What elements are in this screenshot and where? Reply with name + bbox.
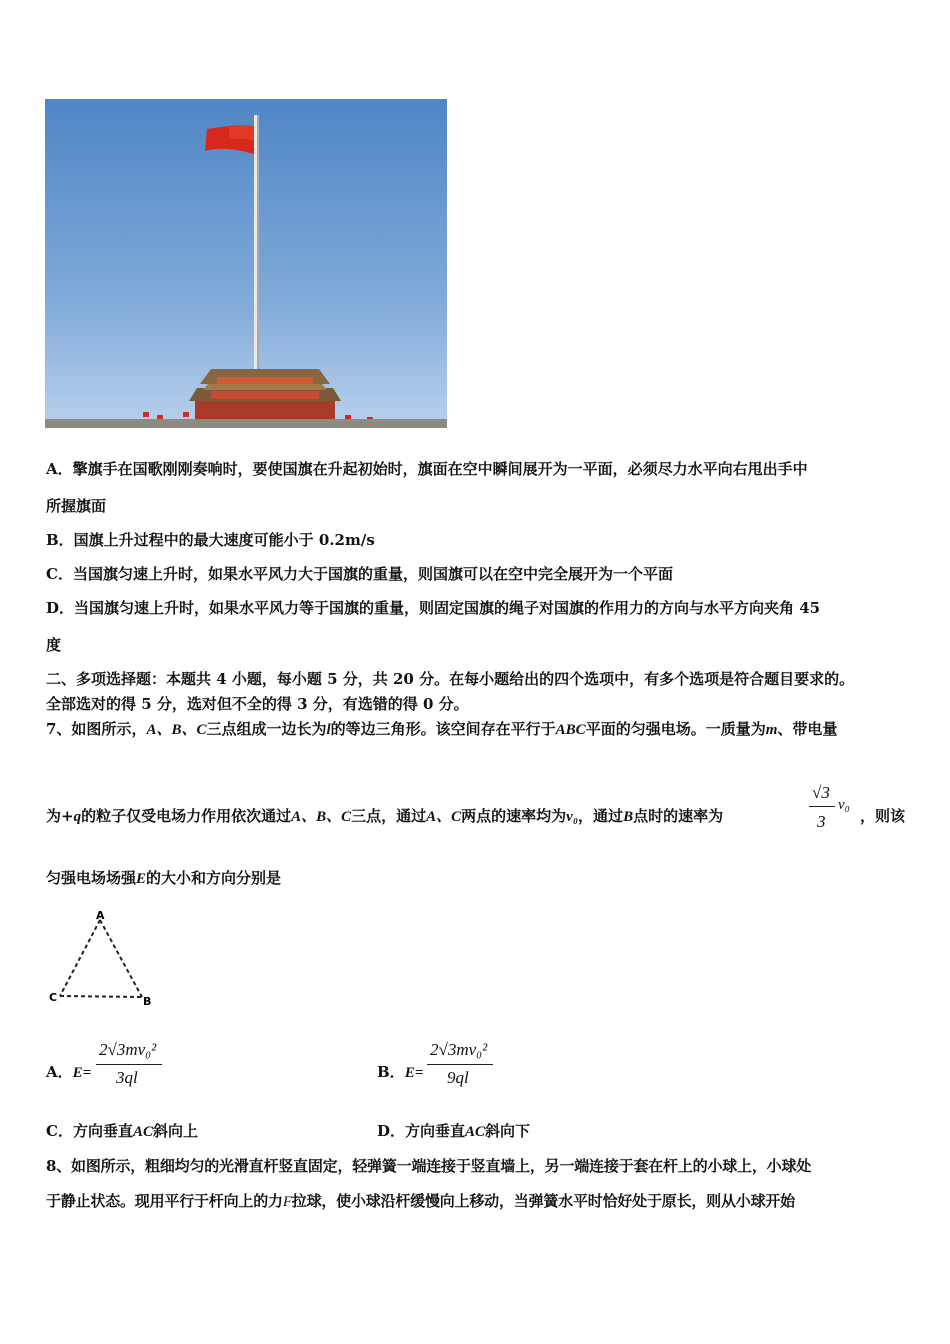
- q7-var: A、B、C: [146, 722, 207, 738]
- speed-fraction-bar: [809, 806, 835, 807]
- q7-stem-line3: [46, 868, 281, 889]
- q7-text: 两点的速率均为: [461, 807, 567, 825]
- q7-text: 7、如图所示，: [46, 720, 147, 738]
- q7-var: ABC: [555, 722, 586, 738]
- q8-var: F: [282, 1194, 292, 1210]
- q7-text: 平面的匀强电场。一质量为: [585, 720, 766, 738]
- flag-photo: [45, 99, 447, 428]
- option-text: 斜向下: [485, 1122, 531, 1140]
- option-text: C．方向垂直: [46, 1122, 133, 1140]
- speed-fraction-variable: v₀: [838, 797, 850, 813]
- flag-photo-illustration: [45, 99, 447, 428]
- speed-fraction-denominator: 3: [817, 812, 826, 831]
- side-ab: [100, 920, 142, 997]
- option-label: A．: [46, 1063, 73, 1081]
- q7-stem-line1: [46, 719, 837, 740]
- q7-var: l: [326, 722, 331, 738]
- q7-option-d: [377, 1121, 530, 1142]
- q7-text: ，则该: [860, 807, 906, 825]
- section2-line1: 二、多项选择题：本题共 4 小题，每小题 5 分，共 20 分。在每小题给出的四个选项中，有多个选项是符合题目要求的。: [46, 670, 855, 688]
- option-text: 斜向上: [152, 1122, 198, 1140]
- option-a-numerator: 2√3mv₀²: [99, 1040, 157, 1059]
- q7-text: 为+: [46, 807, 74, 825]
- q6-option-d-line2: 度: [46, 636, 62, 654]
- q8-stem-line2: [46, 1191, 795, 1212]
- q7-text: 的等边三角形。该空间存在平行于: [330, 720, 556, 738]
- q7-stem-line2: [46, 806, 723, 827]
- q7-option-b: [377, 1062, 423, 1083]
- q7-text: 、带电量: [777, 720, 838, 738]
- speed-fraction-numerator: √3: [812, 783, 830, 802]
- option-label: B．: [377, 1063, 405, 1081]
- q7-var: A、C: [426, 809, 462, 825]
- q7-text: 的粒子仅受电场力作用依次通过: [81, 807, 292, 825]
- q8-text: 于静止状态。现用平行于杆向上的力: [46, 1192, 283, 1210]
- q7-var: m: [765, 722, 778, 738]
- q7-text: 的大小和方向分别是: [146, 869, 282, 887]
- q7-option-c: [46, 1121, 198, 1142]
- option-var: AC: [465, 1124, 486, 1140]
- q7-option-a: [46, 1062, 91, 1083]
- q7-text: 三点，通过: [351, 807, 427, 825]
- q8-stem-line1: 8、如图所示，粗细均匀的光滑直杆竖直固定，轻弹簧一端连接于竖直墙上，另一端连接于套在杆上的小球上，小球处: [46, 1157, 812, 1175]
- q6-option-a-line1: A．擎旗手在国歌刚刚奏响时，要使国旗在升起初始时，旗面在空中瞬间展开为一平面，必须尽力水平向右甩出手中: [46, 460, 808, 478]
- q7-var: q: [73, 809, 82, 825]
- q7-text: 点时的速率为: [633, 807, 724, 825]
- q7-var: E: [136, 871, 147, 887]
- vertex-label-a: A: [96, 909, 105, 922]
- option-b-numerator: 2√3mv₀²: [430, 1040, 488, 1059]
- q7-text: 三点组成一边长为: [206, 720, 327, 738]
- option-a-denominator: 3ql: [116, 1068, 138, 1087]
- option-b-bar: [427, 1064, 493, 1065]
- option-e: E=: [72, 1065, 92, 1081]
- option-a-bar: [96, 1064, 162, 1065]
- section2-line2: 全部选对的得 5 分，选对但不全的得 3 分，有选错的得 0 分。: [46, 695, 469, 713]
- side-ac: [60, 920, 100, 996]
- option-text: D．方向垂直: [377, 1122, 466, 1140]
- q6-option-a-line2: 所握旗面: [46, 497, 107, 515]
- option-var: AC: [132, 1124, 153, 1140]
- q7-text: 匀强电场场强: [46, 869, 137, 887]
- q7-var: A、B、C: [291, 809, 352, 825]
- option-b-denominator: 9ql: [447, 1068, 469, 1087]
- q8-text: 拉球，使小球沿杆缓慢向上移动，当弹簧水平时恰好处于原长，则从小球开始: [291, 1192, 795, 1210]
- q6-option-b: B．国旗上升过程中的最大速度可能小于 0.2m/s: [46, 531, 375, 549]
- triangle-diagram: [46, 908, 158, 1012]
- vertex-label-b: B: [143, 995, 152, 1008]
- q6-option-c: C．当国旗匀速上升时，如果水平风力大于国旗的重量，则国旗可以在空中完全展开为一个平面: [46, 565, 673, 583]
- option-e: E=: [404, 1065, 424, 1081]
- vertex-label-c: C: [49, 991, 58, 1004]
- side-cb: [60, 996, 142, 997]
- q7-var: B: [623, 809, 634, 825]
- q7-text: ，通过: [578, 807, 624, 825]
- q6-option-d-line1: D．当国旗匀速上升时，如果水平风力等于国旗的重量，则固定国旗的绳子对国旗的作用力的方向与水平方向夹角 45: [46, 599, 821, 617]
- q7-var: v₀: [566, 809, 579, 825]
